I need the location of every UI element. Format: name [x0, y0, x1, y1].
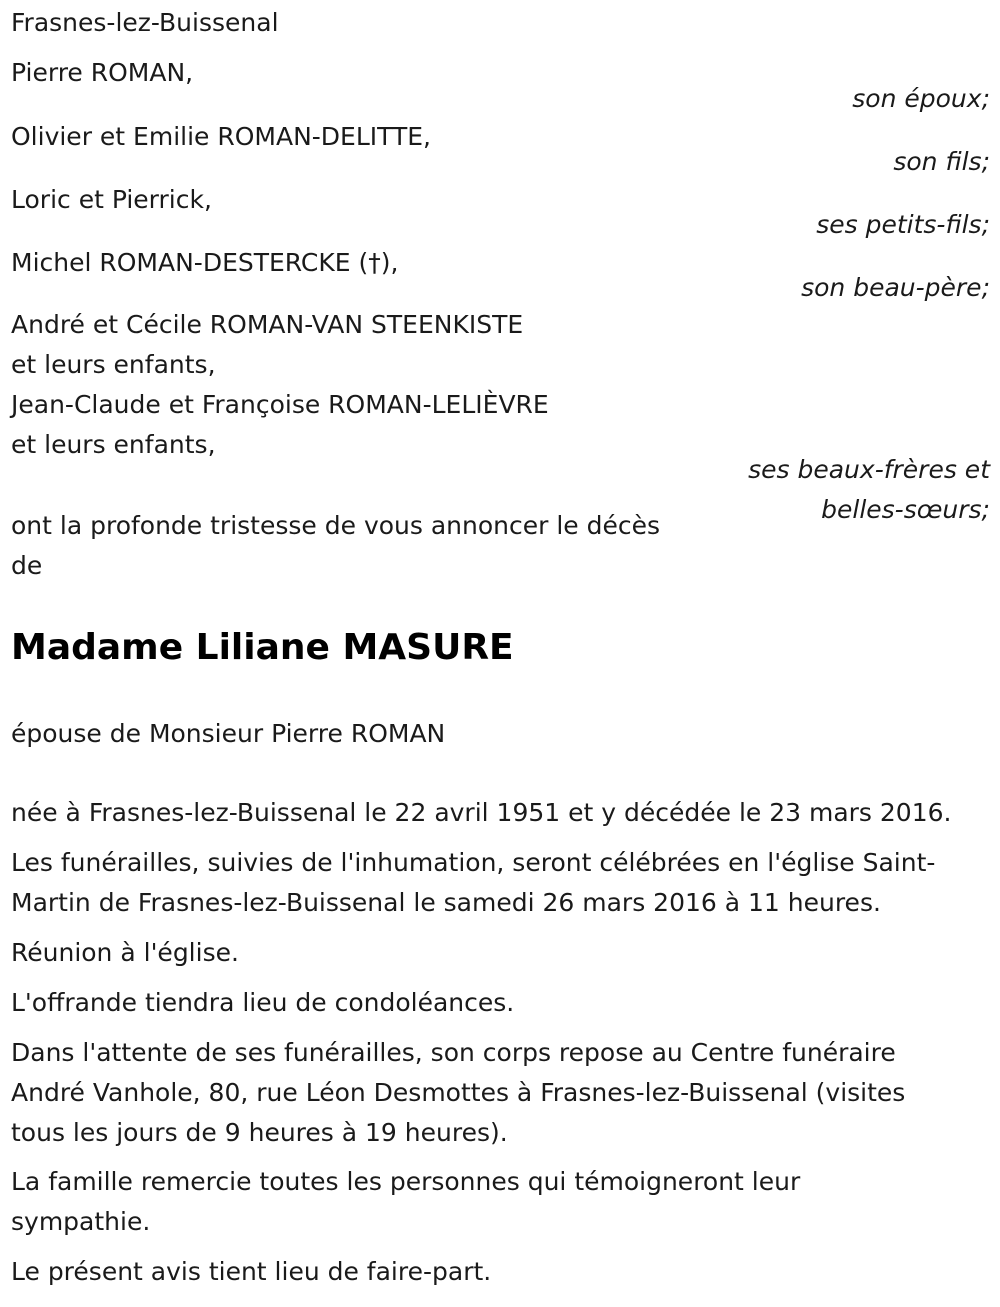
meeting-paragraph: Réunion à l'église. — [11, 938, 239, 967]
announcement-text: ont la profonde tristesse de vous annoncer le décès — [11, 511, 661, 540]
repose-paragraph-cont: tous les jours de 9 heures à 19 heures). — [11, 1118, 508, 1147]
relation-in-laws: ses beaux-frères et — [748, 455, 990, 484]
notice-paragraph: Le présent avis tient lieu de faire-part. — [11, 1257, 492, 1286]
birth-death-paragraph: née à Frasnes-lez-Buissenal le 22 avril 1951 et y décédée le 23 mars 2016. — [11, 798, 952, 827]
relation-in-laws-cont: belles-sœurs; — [821, 495, 990, 524]
spouse-line: épouse de Monsieur Pierre ROMAN — [11, 719, 446, 748]
thanks-paragraph: La famille remercie toutes les personnes qui témoigneront leur — [11, 1167, 801, 1196]
offering-paragraph: L'offrande tiendra lieu de condoléances. — [11, 988, 515, 1017]
family-member-son: Olivier et Emilie ROMAN-DELITTE, — [11, 122, 431, 151]
funeral-paragraph-cont: Martin de Frasnes-lez-Buissenal le samedi 26 mars 2016 à 11 heures. — [11, 888, 881, 917]
family-member-spouse: Pierre ROMAN, — [11, 58, 194, 87]
in-laws-line: et leurs enfants, — [11, 350, 216, 379]
relation-spouse: son époux; — [852, 84, 990, 113]
deceased-name: Madame Liliane MASURE — [11, 627, 514, 668]
in-laws-line: Jean-Claude et Françoise ROMAN-LELIÈVRE — [11, 390, 549, 419]
funeral-paragraph: Les funérailles, suivies de l'inhumation, seront célébrées en l'église Saint- — [11, 848, 936, 877]
thanks-paragraph-cont: sympathie. — [11, 1207, 151, 1236]
announcement-text-cont: de — [11, 551, 43, 580]
in-laws-line: et leurs enfants, — [11, 430, 216, 459]
family-member-father-in-law: Michel ROMAN-DESTERCKE (†), — [11, 248, 399, 277]
relation-grandsons: ses petits-fils; — [816, 210, 990, 239]
repose-paragraph: Dans l'attente de ses funérailles, son corps repose au Centre funéraire — [11, 1038, 896, 1067]
in-laws-line: André et Cécile ROMAN-VAN STEENKISTE — [11, 310, 524, 339]
relation-father-in-law: son beau-père; — [801, 273, 990, 302]
relation-son: son fils; — [893, 147, 990, 176]
family-member-grandsons: Loric et Pierrick, — [11, 185, 212, 214]
repose-paragraph-cont: André Vanhole, 80, rue Léon Desmottes à Frasnes-lez-Buissenal (visites — [11, 1078, 906, 1107]
location-heading: Frasnes-lez-Buissenal — [11, 8, 279, 37]
